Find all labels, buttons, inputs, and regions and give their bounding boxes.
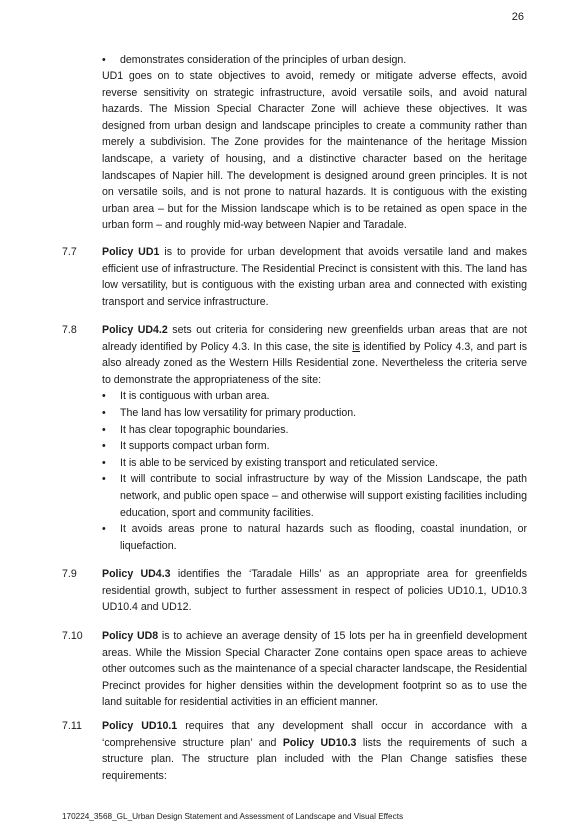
page-footer: 170224_3568_GL_Urban Design Statement and Assessment of Landscape and Visual Effects <box>62 812 404 821</box>
intro-paragraph: UD1 goes on to state objectives to avoid, remedy or mitigate adverse effects, avoid reverse sensitivity on strategic infrastructure, avoid versatile soils, and avoid natural hazards. The Mission Special Character Zone will achieve these objectives. It was designed from urban design and landscape principles to create a community rather than merely a subdivision. The Zone provides for the maintenance of the heritage Mission landscape, a variety of housing, and a distinctive character based on the heritage landscapes of Napier hill. The development is designed around green principles. It is not on versatile soils, and is not prone to natural hazards. It is contiguous with the existing urban area – but for the Mission landscape which is to be retained as open space in the urban form – and roughly mid-way between Napier and Taradale. <box>102 70 527 232</box>
paragraph-text: requires that any development shall occur in accordance with a ‘comprehensive structure plan’ and <box>102 720 527 749</box>
paragraph-text: sets out criteria for considering new greenfields urban areas that are not already identified by Policy 4.3. In this case, the site <box>102 324 527 353</box>
lead-bullet-text: demonstrates consideration of the principles of urban design. <box>120 54 407 66</box>
criteria-list <box>102 388 527 554</box>
bullet-icon: • <box>102 54 106 66</box>
paragraph-number: 7.8 <box>62 324 77 336</box>
page-number: 26 <box>511 11 524 23</box>
criteria-item: • It is able to be serviced by existing transport and reticulated service. <box>102 455 527 472</box>
paragraph-lead <box>102 322 527 388</box>
paragraph-text: is to provide for urban development that avoids versatile land and makes efficient use of infrastructure. The Residential Precinct is consistent with this. The land has low versatility, but is contiguous with the existing urban area and connected with existing transport and service infrastructure. <box>102 246 527 308</box>
criteria-item: • It is contiguous with urban area. <box>102 388 527 405</box>
criteria-item: • It avoids areas prone to natural hazards such as flooding, coastal inundation, or liquefaction. <box>102 521 527 554</box>
paragraph-body <box>102 322 527 554</box>
paragraph-body <box>102 718 527 784</box>
paragraph-body <box>102 566 527 616</box>
criteria-item: • The land has low versatility for primary production. <box>102 405 527 422</box>
paragraph-text: identifies the ‘Taradale Hills’ as an appropriate area for greenfields residential growth, subject to further assessment in respect of policies UD10.1, UD10.3 UD10.4 and UD12. <box>102 568 527 614</box>
paragraph-text: is to achieve an average density of 15 lots per ha in greenfield development areas. While the Mission Special Character Zone contains open space areas to achieve other outcomes such as the maintenance of a special character landscape, the Residential Precinct provides for higher densities within the development footprint so as to use the land suitable for residential activities in an efficient manner. <box>102 630 527 709</box>
policy-reference: Policy UD4.3 <box>102 568 171 580</box>
paragraph-body <box>102 628 527 711</box>
policy-reference: Policy UD10.1 <box>102 720 178 732</box>
paragraph-text: lists the requirements of such a structure plan. The structure plan included with the Plan Change satisfies these requirements: <box>102 736 528 782</box>
criteria-item: • It has clear topographic boundaries. <box>102 422 527 439</box>
policy-reference: Policy UD4.2 <box>102 324 168 336</box>
paragraph-number: 7.9 <box>62 568 77 580</box>
policy-reference: Policy UD8 <box>102 630 159 642</box>
underlined-word: is <box>352 340 360 353</box>
paragraph-text: identified by Policy 4.3, and part is also already zoned as the Western Hills Residential zone. Nevertheless the criteria serve to demonstrate the appropriateness of the site: <box>102 340 527 386</box>
paragraph-number: 7.10 <box>62 630 83 642</box>
paragraph-number: 7.7 <box>62 246 77 258</box>
criteria-item: • It supports compact urban form. <box>102 438 527 455</box>
policy-reference: Policy UD1 <box>102 246 160 258</box>
paragraph-number: 7.11 <box>62 720 82 732</box>
paragraph-body <box>102 244 527 310</box>
criteria-item: • It will contribute to social infrastructure by way of the Mission Landscape, the path network, and public open space – and otherwise will support existing facilities including education, sport and community facilities. <box>102 471 527 521</box>
policy-reference: Policy UD10.3 <box>282 736 357 749</box>
